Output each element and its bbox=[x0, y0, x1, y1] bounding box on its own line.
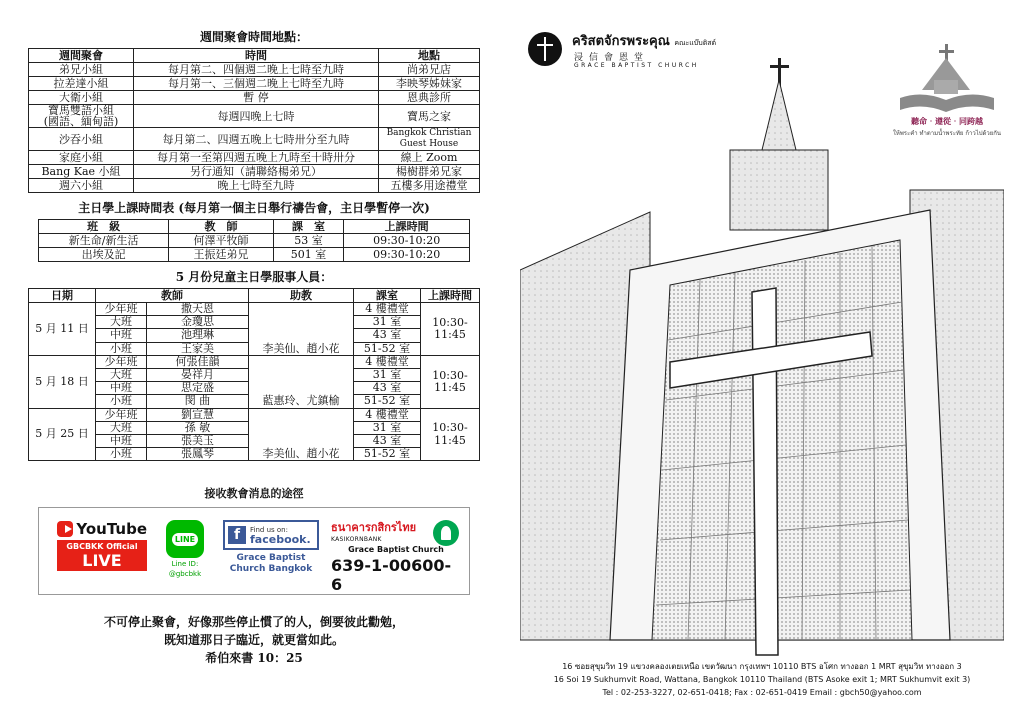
group-place: 線上 Zoom bbox=[379, 151, 480, 165]
table-row bbox=[29, 128, 480, 151]
youtube-live-label: LIVE bbox=[82, 551, 122, 571]
group-place: 恩典診所 bbox=[379, 91, 480, 105]
table-row bbox=[39, 248, 470, 262]
church-name-chinese: 浸信會恩堂 bbox=[574, 53, 650, 63]
header-cell: 日期 bbox=[29, 289, 96, 303]
table-row bbox=[29, 303, 480, 316]
sunday-school-title: 主日學上課時間表 (每月第一個主日舉行禱告會，主日學暫停一次) bbox=[78, 201, 430, 215]
youtube-channel: GBCBKK Official bbox=[66, 542, 138, 552]
group-time: 每月第二、四個週二晚上七時至九時 bbox=[134, 63, 379, 77]
line-icon bbox=[166, 520, 204, 558]
right-page bbox=[520, 20, 1004, 720]
table-row bbox=[29, 151, 480, 165]
room: 4 樓禮堂 bbox=[354, 303, 421, 316]
room: 31 室 bbox=[354, 316, 421, 329]
room: 43 室 bbox=[354, 382, 421, 395]
address-english: 16 Soi 19 Sukhumvit Road, Wattana, Bangkok 10110 Thailand (BTS Asoke exit 1; MRT Sukhumvit exit 3) bbox=[553, 675, 971, 684]
line-wordmark: LINE bbox=[172, 533, 198, 546]
header-cell: 上課時間 bbox=[344, 220, 470, 234]
facebook-icon: f bbox=[228, 526, 246, 544]
header-cell: 地點 bbox=[379, 49, 480, 63]
table-header-row bbox=[39, 220, 470, 234]
room: 31 室 bbox=[354, 421, 421, 434]
group-name: 拉差達小組 bbox=[29, 77, 134, 91]
weekly-table bbox=[28, 48, 480, 193]
class-level: 小班 bbox=[96, 395, 147, 408]
group-place: Bangkok Christian Guest House bbox=[379, 128, 480, 151]
teacher: 何澤平牧師 bbox=[169, 234, 274, 248]
table-row bbox=[29, 179, 480, 193]
table-row bbox=[29, 165, 480, 179]
helpers bbox=[249, 355, 354, 408]
teacher: 張鳳琴 bbox=[147, 448, 249, 461]
contact-box bbox=[38, 507, 470, 595]
youtube-play-icon bbox=[57, 521, 73, 537]
table-header-row bbox=[29, 49, 480, 63]
week-date: 5 月 25 日 bbox=[29, 408, 96, 461]
header-cell: 班 級 bbox=[39, 220, 169, 234]
teacher: 池理琳 bbox=[147, 329, 249, 342]
helpers bbox=[249, 408, 354, 461]
group-place: 寶馬之家 bbox=[379, 105, 480, 128]
table-header-row bbox=[29, 289, 480, 303]
class-level: 少年班 bbox=[96, 408, 147, 421]
table-row bbox=[29, 63, 480, 77]
children-title: 5 月份兒童主日學服事人員： bbox=[175, 270, 333, 284]
facebook-wordmark: facebook. bbox=[250, 533, 311, 547]
weekly-title: 週間聚會時間地點： bbox=[199, 30, 308, 44]
header-cell: 課室 bbox=[354, 289, 421, 303]
group-place: 尚弟兄店 bbox=[379, 63, 480, 77]
teacher: 劉宣慧 bbox=[147, 408, 249, 421]
facebook-box bbox=[223, 520, 319, 550]
header-cell: 助教 bbox=[249, 289, 354, 303]
line-badge[interactable] bbox=[163, 520, 207, 578]
week-date: 5 月 18 日 bbox=[29, 355, 96, 408]
group-name: 家庭小組 bbox=[29, 151, 134, 165]
left-page bbox=[28, 26, 480, 667]
youtube-wordmark: YouTube bbox=[76, 520, 147, 539]
bank-account-number: 639-1-00600-6 bbox=[331, 556, 452, 595]
helpers-text: 李美仙、趙小花 bbox=[262, 447, 340, 461]
church-address bbox=[520, 660, 1004, 699]
group-time: 每月第一至第四週五晚上九時至十時卅分 bbox=[134, 151, 379, 165]
header-cell: 上課時間 bbox=[421, 289, 480, 303]
room: 51-52 室 bbox=[354, 448, 421, 461]
group-name: 大衛小組 bbox=[29, 91, 134, 105]
church-name-thai-text: คริสตจักรพระคุณ bbox=[572, 34, 670, 49]
church-name-thai-small: คณะแบ๊บติสต์ bbox=[674, 39, 717, 47]
group-place: 李映琴姊妹家 bbox=[379, 77, 480, 91]
table-row bbox=[29, 355, 480, 368]
class-time: 09:30-10:20 bbox=[344, 248, 470, 262]
church-building-illustration bbox=[520, 40, 1004, 660]
room: 51-52 室 bbox=[354, 395, 421, 408]
youtube-live-box bbox=[57, 540, 147, 571]
teacher: 撒天恩 bbox=[147, 303, 249, 316]
class-level: 小班 bbox=[96, 448, 147, 461]
header-cell: 課 室 bbox=[273, 220, 344, 234]
helpers-text: 李美仙、趙小花 bbox=[262, 341, 340, 355]
class-time: 10:30- 11:45 bbox=[421, 408, 480, 461]
header-cell: 週間聚會 bbox=[29, 49, 134, 63]
group-time: 晚上七時至九時 bbox=[134, 179, 379, 193]
group-time: 另行通知（請聯絡楊弟兄） bbox=[134, 165, 379, 179]
verse-line: 既知道那日子臨近，就更當如此。 bbox=[163, 633, 344, 648]
table-row bbox=[29, 77, 480, 91]
table-row bbox=[29, 91, 480, 105]
group-time: 每月第一、三個週二晚上七時至九時 bbox=[134, 77, 379, 91]
teacher: 張美玉 bbox=[147, 435, 249, 448]
room: 31 室 bbox=[354, 369, 421, 382]
class-time: 10:30- 11:45 bbox=[421, 303, 480, 356]
bank-account-name: Grace Baptist Church bbox=[348, 545, 444, 555]
teacher: 思定盛 bbox=[147, 382, 249, 395]
group-time: 每週四晚上七時 bbox=[134, 105, 379, 128]
facebook-find-label: Find us on: bbox=[250, 526, 288, 535]
header-cell: 教 師 bbox=[169, 220, 274, 234]
children-table bbox=[28, 288, 480, 461]
table-row bbox=[39, 234, 470, 248]
teacher: 閔 曲 bbox=[147, 395, 249, 408]
sunday-school-table bbox=[38, 219, 470, 262]
class-time: 10:30- 11:45 bbox=[421, 355, 480, 408]
church-name-english: GRACE BAPTIST CHURCH bbox=[574, 62, 699, 69]
teacher: 何張佳韻 bbox=[147, 355, 249, 368]
room: 43 室 bbox=[354, 435, 421, 448]
table-row bbox=[29, 408, 480, 421]
room: 43 室 bbox=[354, 329, 421, 342]
line-id-label: Line ID: bbox=[171, 560, 199, 569]
bible-verse bbox=[28, 613, 480, 667]
header-cell: 教師 bbox=[96, 289, 249, 303]
room: 51-52 室 bbox=[354, 342, 421, 355]
group-place: 楊樹群弟兄家 bbox=[379, 165, 480, 179]
line-id: @gbcbkk bbox=[168, 570, 202, 579]
room: 501 室 bbox=[273, 248, 344, 262]
group-name: 寶馬雙語小組 (國語、緬甸語) bbox=[29, 105, 134, 128]
teacher: 晏祥月 bbox=[147, 369, 249, 382]
verse-reference: 希伯來書 10：25 bbox=[205, 651, 303, 666]
group-name: 週六小組 bbox=[29, 179, 134, 193]
group-time: 每月第二、四週五晚上七時卅分至九時 bbox=[134, 128, 379, 151]
class-level: 少年班 bbox=[96, 303, 147, 316]
verse-line: 不可停止聚會，好像那些停止慣了的人，倒要彼此勸勉， bbox=[103, 615, 404, 630]
class-level: 中班 bbox=[96, 382, 147, 395]
group-name: Bang Kae 小組 bbox=[29, 165, 134, 179]
class-level: 中班 bbox=[96, 435, 147, 448]
group-time: 暫 停 bbox=[134, 91, 379, 105]
teacher: 金瓊思 bbox=[147, 316, 249, 329]
facebook-badge[interactable] bbox=[223, 520, 319, 575]
class-level: 小班 bbox=[96, 342, 147, 355]
teacher: 王振廷弟兄 bbox=[169, 248, 274, 262]
class-level: 大班 bbox=[96, 316, 147, 329]
group-place: 五樓多用途禮堂 bbox=[379, 179, 480, 193]
class-name: 新生命/新生活 bbox=[39, 234, 169, 248]
class-level: 大班 bbox=[96, 421, 147, 434]
mission-chinese: 聽命‧遵從‧同跨越 bbox=[911, 116, 983, 126]
youtube-badge[interactable] bbox=[57, 518, 147, 580]
teacher: 孫 敏 bbox=[147, 421, 249, 434]
room: 4 樓禮堂 bbox=[354, 408, 421, 421]
bank-name-thai: ธนาคารกสิกรไทย bbox=[331, 521, 417, 535]
week-date: 5 月 11 日 bbox=[29, 303, 96, 356]
contact-title: 接收教會消息的途徑 bbox=[204, 487, 304, 501]
class-name: 出埃及記 bbox=[39, 248, 169, 262]
contact-details: Tel : 02-253-3227, 02-651-0418; Fax : 02-651-0419 Email : gbch50@yahoo.com bbox=[602, 688, 922, 697]
mission-thai: ให้พระคำ ทำตามน้ำพระทัย ก้าวไปด้วยกัน bbox=[892, 130, 1002, 137]
header-cell: 時間 bbox=[134, 49, 379, 63]
group-name: 沙吞小組 bbox=[29, 128, 134, 151]
group-name: 弟兄小組 bbox=[29, 63, 134, 77]
room: 4 樓禮堂 bbox=[354, 355, 421, 368]
bank-name-en: KASIKORNBANK bbox=[331, 536, 382, 544]
teacher: 王家美 bbox=[147, 342, 249, 355]
class-level: 大班 bbox=[96, 369, 147, 382]
facebook-page-name: Grace Baptist Church Bangkok bbox=[229, 553, 313, 575]
table-row bbox=[29, 105, 480, 128]
class-level: 中班 bbox=[96, 329, 147, 342]
room: 53 室 bbox=[273, 234, 344, 248]
helpers bbox=[249, 303, 354, 356]
helpers-text: 藍惠玲、尤鎮榆 bbox=[262, 394, 340, 408]
bank-info bbox=[331, 518, 461, 594]
class-time: 09:30-10:20 bbox=[344, 234, 470, 248]
class-level: 少年班 bbox=[96, 355, 147, 368]
address-thai: 16 ซอยสุขุมวิท 19 แขวงคลองเตยเหนือ เขตวัฒนา กรุงเทพฯ 10110 BTS อโศก ทางออก 1 MRT สุขุมวิท ทางออก 3 bbox=[562, 662, 962, 671]
